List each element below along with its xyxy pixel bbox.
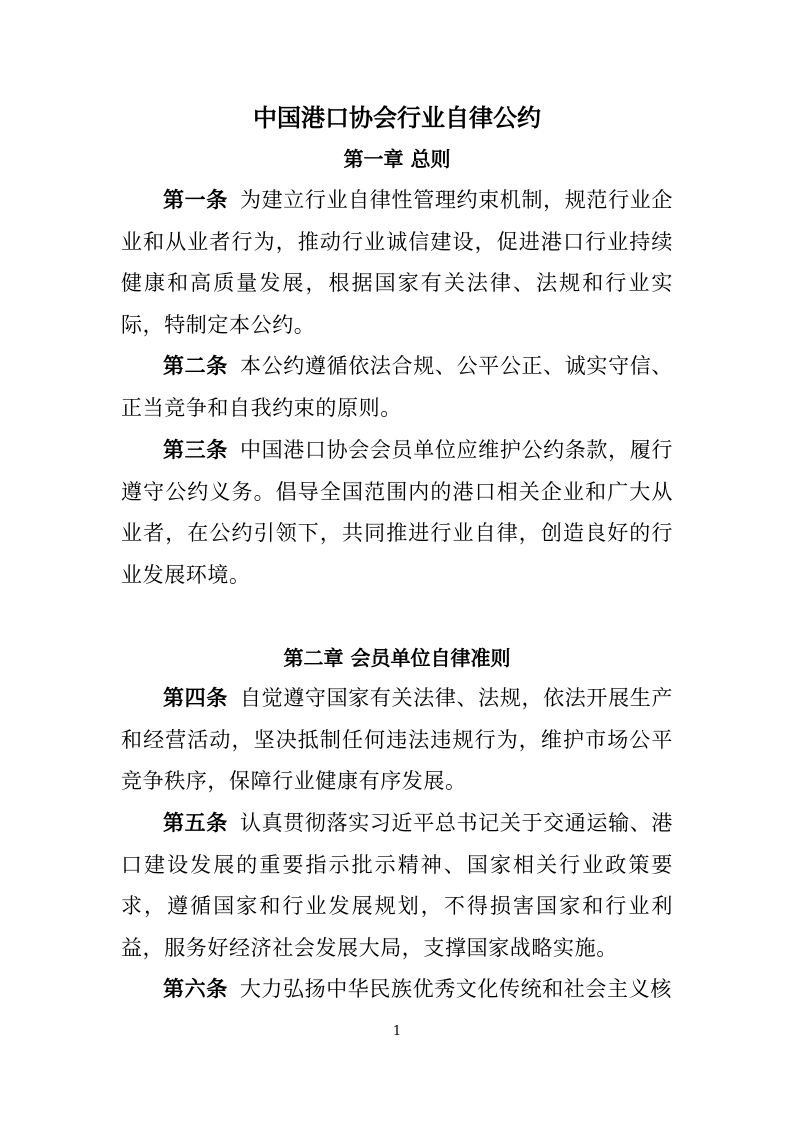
article-6-number: 第六条 — [163, 977, 228, 1001]
article-3-text: 中国港口协会会员单位应维护公约条款，履行遵守公约义务。倡导全国范围内的港口相关企业和广大从业者，在公约引领下，共同推进行业自律，创造良好的行业发展环境。 — [121, 438, 673, 587]
article-4 — [121, 678, 673, 803]
article-2-text: 本公约遵循依法合规、公平公正、诚实守信、正当竞争和自我约束的原则。 — [121, 354, 673, 420]
article-3-number: 第三条 — [163, 438, 228, 462]
article-2 — [121, 346, 673, 429]
article-2-number: 第二条 — [163, 354, 228, 378]
article-5-text: 认真贯彻落实习近平总书记关于交通运输、港口建设发展的重要指示批示精神、国家相关行业政策要求，遵循国家和行业发展规划，不得损害国家和行业利益，服务好经济社会发展大局，支撑国家战略实施。 — [121, 811, 673, 960]
page-number: 1 — [392, 1024, 402, 1039]
article-6 — [121, 969, 673, 1011]
article-1-text: 为建立行业自律性管理约束机制，规范行业企业和从业者行为，推动行业诚信建设，促进港口行业持续健康和高质量发展，根据国家有关法律、法规和行业实际，特制定本公约。 — [121, 188, 673, 337]
article-6-text: 大力弘扬中华民族优秀文化传统和社会主义核 — [239, 977, 672, 1001]
article-5-number: 第五条 — [163, 811, 228, 835]
article-4-text: 自觉遵守国家有关法律、法规，依法开展生产和经营活动，坚决抵制任何违法违规行为，维护市场公平竞争秩序，保障行业健康有序发展。 — [121, 686, 673, 793]
article-3 — [121, 430, 673, 596]
chapter-2-title: 第二章 会员单位自律准则 — [283, 646, 511, 670]
article-1 — [121, 180, 673, 346]
article-4-number: 第四条 — [163, 686, 228, 710]
chapter-1-title: 第一章 总则 — [343, 147, 451, 171]
document-title: 中国港口协会行业自律公约 — [253, 104, 541, 132]
article-1-number: 第一条 — [163, 188, 228, 212]
article-5 — [121, 803, 673, 969]
